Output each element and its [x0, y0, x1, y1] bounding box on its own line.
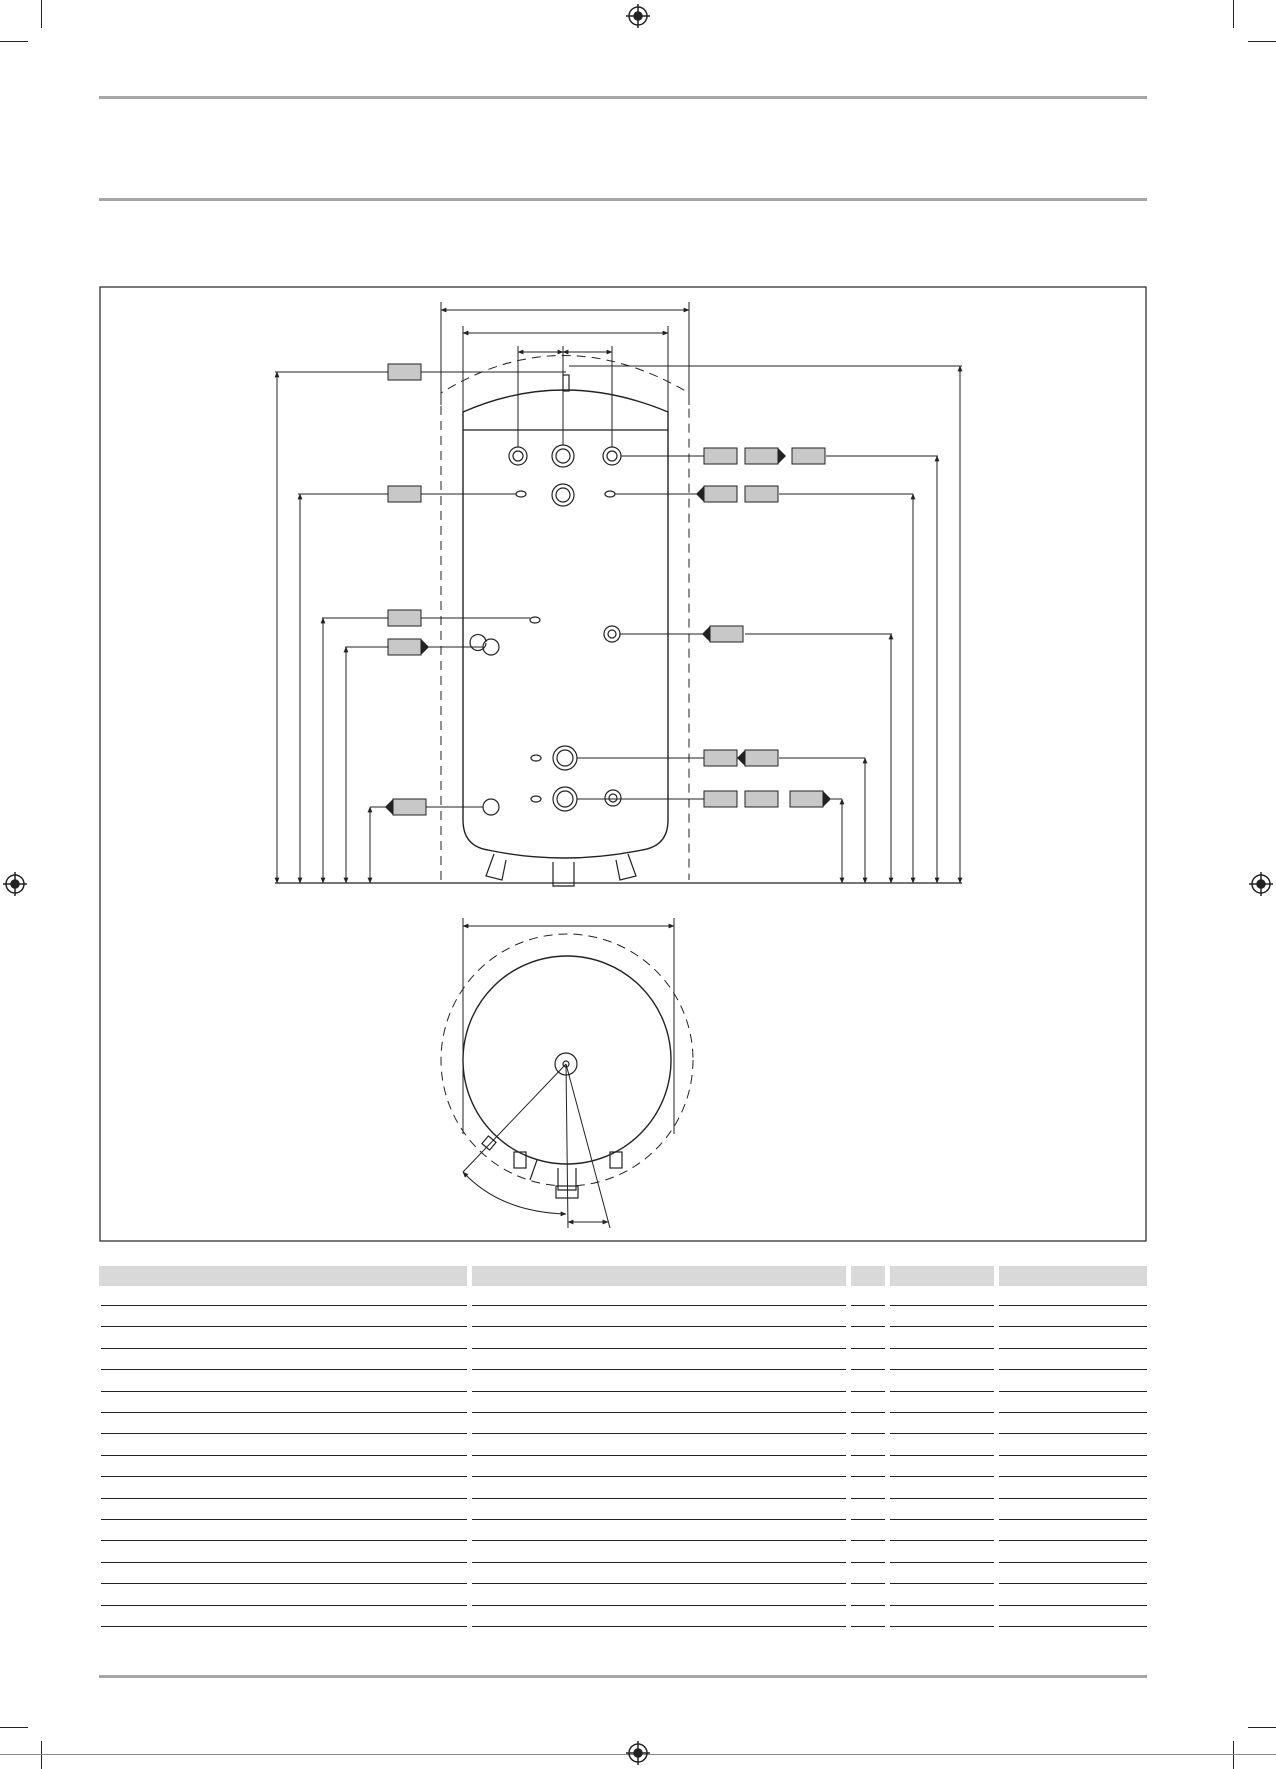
table-row-line: [472, 1412, 846, 1413]
table-row-line: [101, 1498, 467, 1499]
table-row-line: [472, 1369, 846, 1370]
table-row-line: [890, 1626, 994, 1627]
table-row-line: [101, 1583, 467, 1584]
table-row-line: [851, 1498, 885, 1499]
table-row-line: [101, 1540, 467, 1541]
table-row-line: [851, 1348, 885, 1349]
table-row-line: [851, 1433, 885, 1434]
table-row-line: [472, 1305, 846, 1306]
table-row-line: [890, 1476, 994, 1477]
table-row-line: [472, 1519, 846, 1520]
registration-mark-icon: [626, 1741, 650, 1765]
table-row-line: [999, 1455, 1147, 1456]
table-row-line: [101, 1369, 467, 1370]
table-row-line: [472, 1562, 846, 1563]
table-row-line: [101, 1412, 467, 1413]
table-row-line: [472, 1540, 846, 1541]
table-row-line: [472, 1455, 846, 1456]
table-row-line: [851, 1519, 885, 1520]
table-row-line: [851, 1626, 885, 1627]
table-row-line: [999, 1562, 1147, 1563]
table-row-line: [890, 1605, 994, 1606]
table-row-line: [472, 1433, 846, 1434]
leader-lines: [275, 366, 962, 807]
table-row-line: [999, 1540, 1147, 1541]
table-row-line: [851, 1605, 885, 1606]
table-row-line: [101, 1433, 467, 1434]
table-row-line: [101, 1455, 467, 1456]
table-row-line: [999, 1626, 1147, 1627]
table-row-line: [890, 1433, 994, 1434]
table-row-line: [851, 1476, 885, 1477]
plan-dimensions: [463, 918, 674, 1228]
table-row-line: [999, 1326, 1147, 1327]
table-row-line: [101, 1305, 467, 1306]
table-row-line: [101, 1476, 467, 1477]
table-row-line: [890, 1348, 994, 1349]
table-row-line: [851, 1391, 885, 1392]
table-row-line: [999, 1476, 1147, 1477]
table-row-line: [472, 1605, 846, 1606]
height-dimensions-right: [842, 366, 960, 883]
table-row-line: [890, 1498, 994, 1499]
table-row-line: [472, 1498, 846, 1499]
table-row-line: [890, 1583, 994, 1584]
table-row-line: [101, 1391, 467, 1392]
table-row-line: [851, 1583, 885, 1584]
table-row-line: [472, 1626, 846, 1627]
table-row-line: [101, 1348, 467, 1349]
table-row-line: [851, 1369, 885, 1370]
registration-mark-icon: [3, 872, 27, 896]
table-row-line: [472, 1326, 846, 1327]
table-row-line: [101, 1605, 467, 1606]
table-header: [99, 1266, 1147, 1286]
table-row-line: [101, 1519, 467, 1520]
table-row-line: [472, 1583, 846, 1584]
table-row-line: [999, 1583, 1147, 1584]
height-dimensions-left: [277, 372, 370, 883]
table-row-line: [999, 1433, 1147, 1434]
table-row-line: [851, 1326, 885, 1327]
table-row-line: [890, 1519, 994, 1520]
label-boxes: [388, 364, 825, 815]
registration-mark-icon: [1249, 872, 1273, 896]
table-row-line: [890, 1562, 994, 1563]
table-row-line: [890, 1305, 994, 1306]
table-row-line: [472, 1476, 846, 1477]
table-row-line: [890, 1412, 994, 1413]
table-row-line: [890, 1391, 994, 1392]
table-row-line: [999, 1305, 1147, 1306]
table-row-line: [999, 1391, 1147, 1392]
table-row-line: [890, 1326, 994, 1327]
table-row-line: [472, 1348, 846, 1349]
table-row-line: [851, 1412, 885, 1413]
port-icon: [470, 445, 621, 815]
registration-mark-icon: [626, 4, 650, 28]
table-row-line: [999, 1498, 1147, 1499]
table-row-line: [999, 1348, 1147, 1349]
table-row-line: [890, 1369, 994, 1370]
table-row-line: [851, 1305, 885, 1306]
table-row-line: [851, 1455, 885, 1456]
table-row-line: [890, 1540, 994, 1541]
table-row-line: [101, 1626, 467, 1627]
table-row-line: [101, 1326, 467, 1327]
table-row-line: [851, 1540, 885, 1541]
table-row-line: [101, 1562, 467, 1563]
table-row-line: [472, 1391, 846, 1392]
table-row-line: [999, 1605, 1147, 1606]
table-row-line: [999, 1519, 1147, 1520]
table-row-line: [999, 1369, 1147, 1370]
table-row-line: [999, 1412, 1147, 1413]
table-row-line: [851, 1562, 885, 1563]
table-row-line: [890, 1455, 994, 1456]
